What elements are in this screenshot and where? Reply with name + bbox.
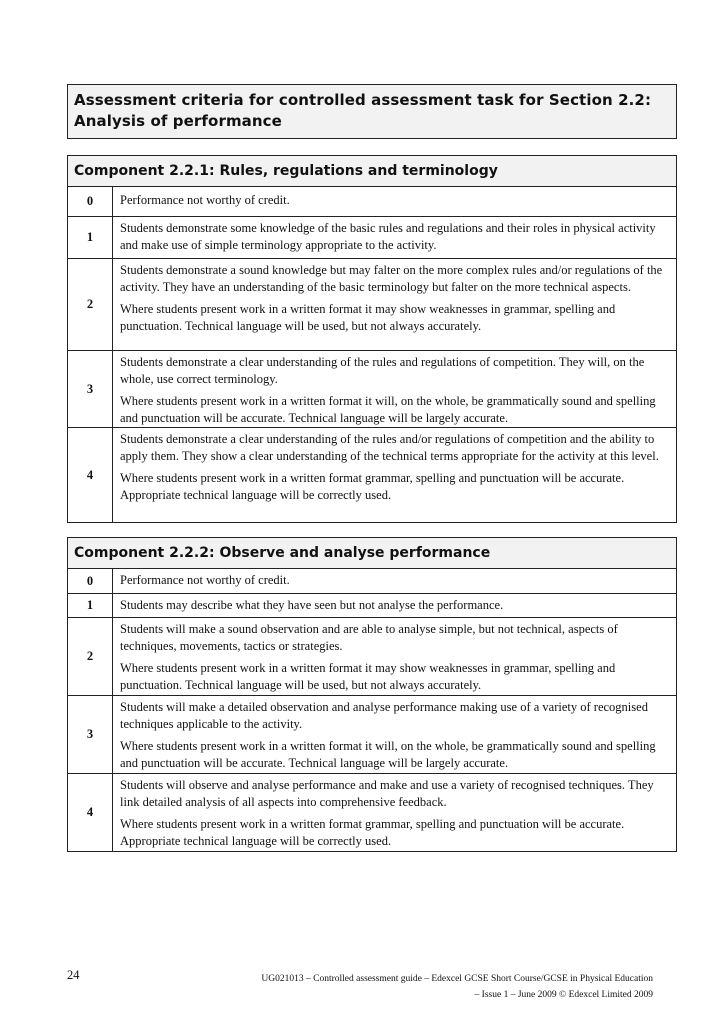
component-2-2-2-table (67, 537, 677, 852)
mark-cell: 1 (68, 217, 113, 258)
mark-cell: 0 (68, 187, 113, 216)
mark-cell: 3 (68, 351, 113, 427)
criteria-description (113, 351, 676, 427)
criteria-paragraph: Performance not worthy of credit. (120, 193, 290, 207)
footer-reference (213, 971, 653, 1003)
criteria-paragraph: Where students present work in a written format it will, on the whole, be grammatically sound and spelling and punctuation will be accurate. Technical language will be largely accurate. (120, 739, 656, 770)
component-2-2-1-table (67, 155, 677, 523)
page-title-box (67, 84, 677, 139)
criteria-description (113, 594, 676, 617)
mark-cell: 4 (68, 774, 113, 851)
criteria-paragraph: Students demonstrate some knowledge of the basic rules and regulations and their roles in physical activity and make use of simple terminology appropriate to the activity. (120, 221, 656, 252)
criteria-paragraph: Where students present work in a written format grammar, spelling and punctuation will be accurate. Appropriate technical language will be correctly used. (120, 471, 625, 502)
criteria-paragraph: Students will make a sound observation and are able to analyse simple, but not technical, aspects of techniques, movements, tactics or strategies. (120, 622, 618, 653)
criteria-paragraph: Where students present work in a written format grammar, spelling and punctuation will be accurate. Appropriate technical language will be correctly used. (120, 817, 625, 848)
criteria-row (68, 427, 676, 522)
component-2-2-1-rows (68, 187, 676, 522)
criteria-description (113, 618, 676, 695)
criteria-paragraph: Students demonstrate a clear understanding of the rules and/or regulations of competition and the ability to apply them. They show a clear understanding of the technical terms appropriate for the activity at this level. (120, 432, 659, 463)
criteria-description (113, 428, 676, 522)
criteria-description (113, 696, 676, 773)
page-number: 24 (67, 968, 80, 982)
mark-cell: 4 (68, 428, 113, 522)
mark-cell: 1 (68, 594, 113, 617)
criteria-paragraph: Where students present work in a written format it will, on the whole, be grammatically sound and spelling and punctuation will be accurate. Technical language will be largely accurate. (120, 394, 656, 425)
mark-cell: 0 (68, 569, 113, 593)
criteria-row (68, 569, 676, 593)
criteria-description (113, 259, 676, 350)
criteria-paragraph: Where students present work in a written format it may show weaknesses in grammar, spelling and punctuation. Technical language will be used, but not always accurately. (120, 661, 616, 692)
criteria-row (68, 258, 676, 350)
footer-line-1: UG021013 – Controlled assessment guide – Edexcel GCSE Short Course/GCSE in Physical Education (261, 974, 653, 984)
criteria-paragraph: Students demonstrate a sound knowledge but may falter on the more complex rules and/or regulations of the activity. They have an understanding of the basic terminology but falter on the more technical aspects. (120, 263, 663, 294)
page-title-line-2: Analysis of performance (74, 112, 282, 130)
mark-cell: 3 (68, 696, 113, 773)
criteria-row (68, 187, 676, 216)
criteria-paragraph: Students will make a detailed observation and analyse performance making use of a variety of recognised techniques applicable to the activity. (120, 700, 648, 731)
criteria-description (113, 217, 676, 258)
criteria-description (113, 187, 676, 216)
criteria-description (113, 569, 676, 593)
criteria-description (113, 774, 676, 851)
mark-cell: 2 (68, 618, 113, 695)
criteria-paragraph: Where students present work in a written format it may show weaknesses in grammar, spelling and punctuation. Technical language will be used, but not always accurately. (120, 302, 616, 333)
component-2-2-2-rows (68, 569, 676, 851)
criteria-row (68, 773, 676, 851)
criteria-paragraph: Students demonstrate a clear understanding of the rules and regulations of competition. They will, on the whole, use correct terminology. (120, 355, 645, 386)
criteria-paragraph: Students may describe what they have seen but not analyse the performance. (120, 598, 504, 612)
criteria-row (68, 350, 676, 427)
criteria-row (68, 593, 676, 617)
component-2-2-1-heading: Component 2.2.1: Rules, regulations and terminology (68, 156, 676, 187)
criteria-row (68, 617, 676, 695)
criteria-row (68, 695, 676, 773)
page-title-line-1: Assessment criteria for controlled assessment task for Section 2.2: (74, 91, 652, 109)
footer-line-2: – Issue 1 – June 2009 © Edexcel Limited 2009 (474, 990, 653, 1000)
component-2-2-2-heading: Component 2.2.2: Observe and analyse performance (68, 538, 676, 569)
criteria-paragraph: Performance not worthy of credit. (120, 573, 290, 587)
mark-cell: 2 (68, 259, 113, 350)
criteria-paragraph: Students will observe and analyse performance and make and use a variety of recognised techniques. They link detailed analysis of all aspects into comprehensive feedback. (120, 778, 654, 809)
criteria-row (68, 216, 676, 258)
